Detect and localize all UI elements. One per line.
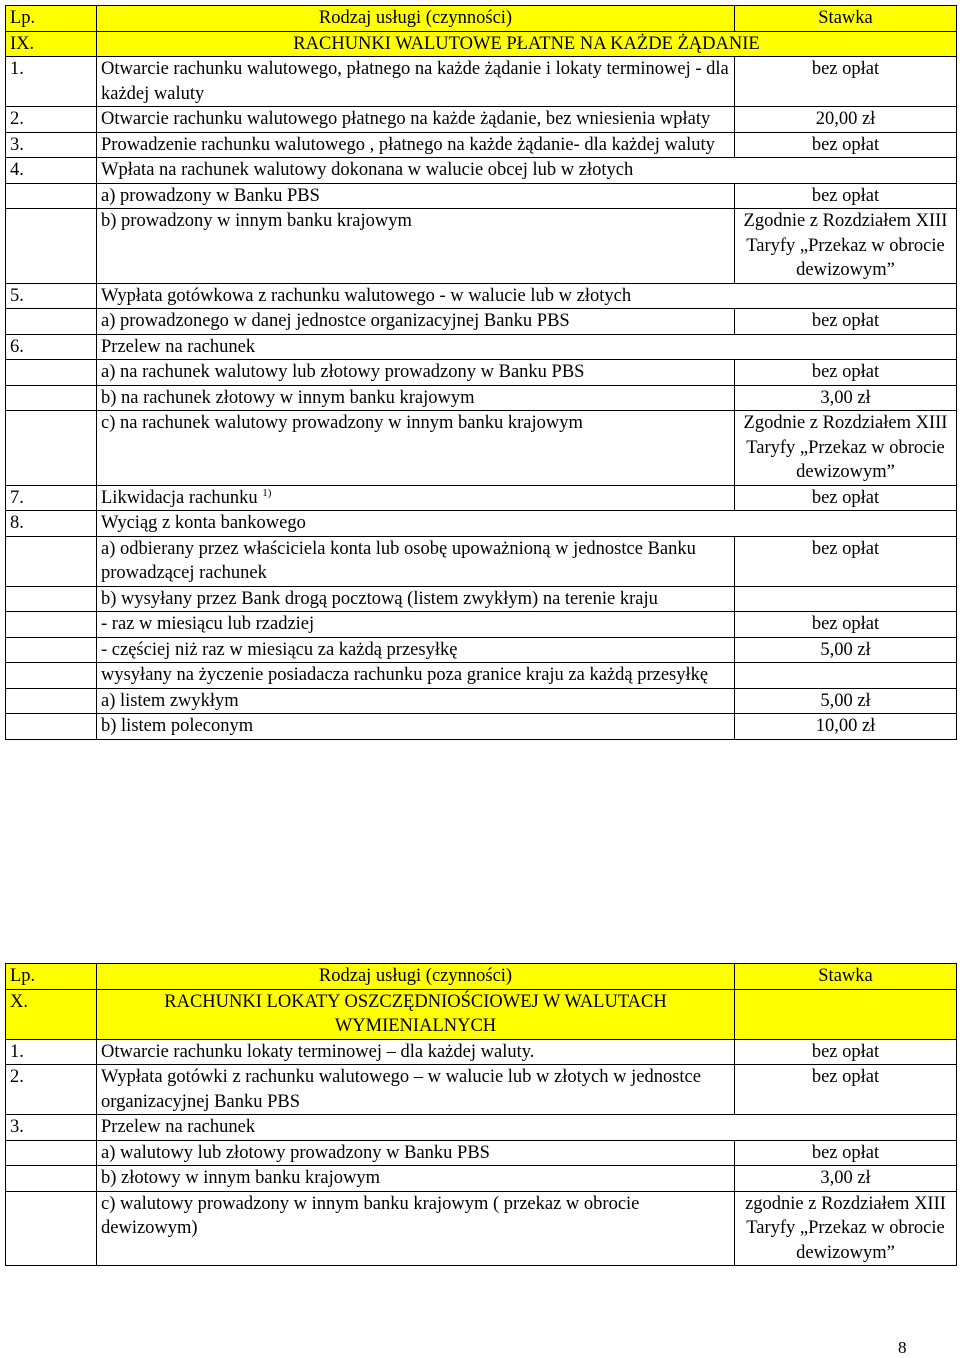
row-rate: bez opłat — [735, 485, 957, 511]
row-lp — [6, 209, 97, 284]
row-rate: bez opłat — [735, 360, 957, 386]
row-text: - raz w miesiącu lub rzadziej — [97, 612, 735, 638]
row-lp: 7. — [6, 485, 97, 511]
row-rate: 3,00 zł — [735, 1166, 957, 1192]
table-header-row — [6, 6, 957, 32]
row-text: b) wysyłany przez Bank drogą pocztową (listem zwykłym) na terenie kraju — [97, 586, 735, 612]
row-lp — [6, 411, 97, 486]
row-rate: 10,00 zł — [735, 714, 957, 740]
row-text: b) prowadzony w innym banku krajowym — [97, 209, 735, 284]
row-lp — [6, 612, 97, 638]
row-rate: 5,00 zł — [735, 688, 957, 714]
row-lp — [6, 688, 97, 714]
table-row — [6, 511, 957, 537]
row-text: c) walutowy prowadzony w innym banku krajowym ( przekaz w obrocie dewizowym) — [97, 1191, 735, 1266]
table-row — [6, 107, 957, 133]
row-text: Otwarcie rachunku walutowego płatnego na każde żądanie, bez wniesienia wpłaty — [97, 107, 735, 133]
row-text: Otwarcie rachunku walutowego, płatnego na każde żądanie i lokaty terminowej - dla każdej waluty — [97, 57, 735, 107]
row-rate: Zgodnie z Rozdziałem XIII Taryfy „Przekaz w obrocie dewizowym” — [735, 411, 957, 486]
row-rate: 5,00 zł — [735, 637, 957, 663]
row-text: a) prowadzonego w danej jednostce organizacyjnej Banku PBS — [97, 309, 735, 335]
row-rate: bez opłat — [735, 1140, 957, 1166]
row-text: b) złotowy w innym banku krajowym — [97, 1166, 735, 1192]
section-title-row — [6, 989, 957, 1039]
table-row — [6, 536, 957, 586]
table-row — [6, 385, 957, 411]
row-text: b) na rachunek złotowy w innym banku krajowym — [97, 385, 735, 411]
row-lp: 8. — [6, 511, 97, 537]
table-row — [6, 209, 957, 284]
row-text: a) prowadzony w Banku PBS — [97, 183, 735, 209]
table-row — [6, 183, 957, 209]
section-ix-table — [5, 5, 957, 740]
table-row — [6, 637, 957, 663]
row-lp: 6. — [6, 334, 97, 360]
table-row — [6, 283, 957, 309]
row-rate: zgodnie z Rozdziałem XIII Taryfy „Przekaz w obrocie dewizowym” — [735, 1191, 957, 1266]
row-rate — [735, 586, 957, 612]
row-rate: bez opłat — [735, 612, 957, 638]
header-service: Rodzaj usługi (czynności) — [97, 964, 735, 990]
table-row — [6, 158, 957, 184]
row-lp — [6, 385, 97, 411]
row-text: a) walutowy lub złotowy prowadzony w Banku PBS — [97, 1140, 735, 1166]
row-text: Otwarcie rachunku lokaty terminowej – dla każdej waluty. — [97, 1039, 735, 1065]
row-rate: bez opłat — [735, 1065, 957, 1115]
row-text: Wpłata na rachunek walutowy dokonana w walucie obcej lub w złotych — [97, 158, 957, 184]
row-rate: bez opłat — [735, 132, 957, 158]
row-rate: bez opłat — [735, 536, 957, 586]
row-text: wysyłany na życzenie posiadacza rachunku poza granice kraju za każdą przesyłkę — [97, 663, 735, 689]
row-rate: bez opłat — [735, 183, 957, 209]
section-x-table — [5, 963, 957, 1266]
row-text: Przelew na rachunek — [97, 334, 957, 360]
row-text: a) listem zwykłym — [97, 688, 735, 714]
table-row — [6, 1166, 957, 1192]
row-lp — [6, 586, 97, 612]
header-lp: Lp. — [6, 964, 97, 990]
row-rate: Zgodnie z Rozdziałem XIII Taryfy „Przekaz w obrocie dewizowym” — [735, 209, 957, 284]
row-lp — [6, 536, 97, 586]
table-header-row — [6, 964, 957, 990]
row-text: a) odbierany przez właściciela konta lub osobę upoważnioną w jednostce Banku prowadzącej rachunek — [97, 536, 735, 586]
row-lp: 4. — [6, 158, 97, 184]
row-lp: 5. — [6, 283, 97, 309]
table-row — [6, 360, 957, 386]
table-row — [6, 714, 957, 740]
row-lp — [6, 183, 97, 209]
row-lp: 2. — [6, 107, 97, 133]
section-title-row — [6, 31, 957, 57]
table-row — [6, 132, 957, 158]
row-text: a) na rachunek walutowy lub złotowy prowadzony w Banku PBS — [97, 360, 735, 386]
table-row — [6, 586, 957, 612]
row-text: - częściej niż raz w miesiącu za każdą przesyłkę — [97, 637, 735, 663]
table-row — [6, 1191, 957, 1266]
section-title: RACHUNKI WALUTOWE PŁATNE NA KAŻDE ŻĄDANIE — [97, 31, 957, 57]
table-row — [6, 1065, 957, 1115]
row-text: Przelew na rachunek — [97, 1115, 957, 1141]
row-lp — [6, 1191, 97, 1266]
header-lp: Lp. — [6, 6, 97, 32]
row-text: b) listem poleconym — [97, 714, 735, 740]
row-lp: 1. — [6, 57, 97, 107]
section-number: X. — [6, 989, 97, 1039]
header-rate: Stawka — [735, 964, 957, 990]
row-lp: 2. — [6, 1065, 97, 1115]
table-row — [6, 1140, 957, 1166]
row-rate: bez opłat — [735, 57, 957, 107]
table-row — [6, 334, 957, 360]
table-row — [6, 688, 957, 714]
row-lp — [6, 714, 97, 740]
table-row — [6, 663, 957, 689]
row-rate: bez opłat — [735, 1039, 957, 1065]
header-service: Rodzaj usługi (czynności) — [97, 6, 735, 32]
row-lp — [6, 360, 97, 386]
row-text: Wypłata gotówkowa z rachunku walutowego - w walucie lub w złotych — [97, 283, 957, 309]
row-rate: 3,00 zł — [735, 385, 957, 411]
table-row — [6, 1115, 957, 1141]
row-text-main: Likwidacja rachunku — [101, 487, 258, 508]
header-rate: Stawka — [735, 6, 957, 32]
table-row — [6, 1039, 957, 1065]
row-text: c) na rachunek walutowy prowadzony w innym banku krajowym — [97, 411, 735, 486]
table-row — [6, 57, 957, 107]
section-number: IX. — [6, 31, 97, 57]
table-row — [6, 411, 957, 486]
table-row — [6, 612, 957, 638]
table-row — [6, 485, 957, 511]
row-rate: bez opłat — [735, 309, 957, 335]
row-lp — [6, 1166, 97, 1192]
row-lp: 3. — [6, 1115, 97, 1141]
row-lp — [6, 637, 97, 663]
row-lp — [6, 309, 97, 335]
section-title: RACHUNKI LOKATY OSZCZĘDNIOŚCIOWEJ W WALUTACH WYMIENIALNYCH — [97, 989, 735, 1039]
row-lp: 1. — [6, 1039, 97, 1065]
row-text — [97, 485, 735, 511]
row-lp — [6, 663, 97, 689]
row-rate — [735, 663, 957, 689]
row-lp — [6, 1140, 97, 1166]
page-number: 8 — [898, 1338, 907, 1357]
row-lp: 3. — [6, 132, 97, 158]
row-text: Prowadzenie rachunku walutowego , płatnego na każde żądanie- dla każdej waluty — [97, 132, 735, 158]
row-text: Wyciąg z konta bankowego — [97, 511, 957, 537]
row-rate: 20,00 zł — [735, 107, 957, 133]
row-text: Wypłata gotówki z rachunku walutowego – w walucie lub w złotych w jednostce organizacyjnej Banku PBS — [97, 1065, 735, 1115]
table-row — [6, 309, 957, 335]
section-title-rate-cell — [735, 989, 957, 1039]
footnote-marker: 1) — [262, 486, 272, 499]
